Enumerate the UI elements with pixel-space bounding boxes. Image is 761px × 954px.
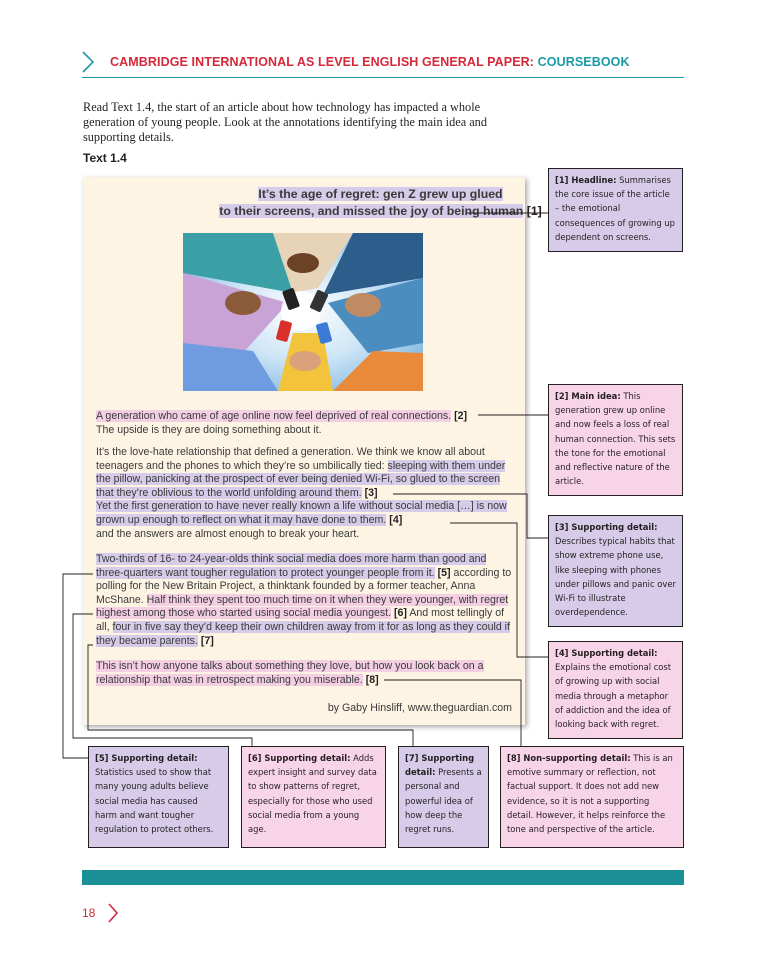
annotation-text: Adds expert insight and survey data to show patterns of regret, especially for those who used social media from a young age. — [248, 753, 377, 835]
annotation-label: [6] Supporting detail: — [248, 753, 351, 763]
annotation-tag-1: [1] — [526, 204, 542, 218]
annotation-text: This generation grew up online and now feels a loss of real human connection. This sets the tone for the emotional and reflective nature of the article. — [555, 391, 676, 487]
paragraph-text: The upside is they are doing something about it. — [96, 423, 322, 436]
paragraph-text: And most tellingly of all, — [96, 607, 505, 633]
annotation-text: Presents a personal and powerful idea of how deep the regret runs. — [405, 767, 482, 835]
annotation-tag-2: [2] — [454, 410, 468, 422]
annotation-box-8 — [500, 746, 684, 848]
connector-7 — [88, 645, 413, 746]
connector-3 — [393, 494, 548, 538]
intro-instructions: Read Text 1.4, the start of an article about how technology has impacted a whole generation of young people. Look at the annotations identifying the main idea and supporting details. — [83, 100, 487, 144]
non-supporting-detail-8: This isn’t how anyone talks about something they love, but how you look back on a relationship that was in retrospect making you miserable. — [96, 660, 484, 686]
book-type-label: COURSEBOOK — [537, 55, 630, 69]
annotation-label: [5] Supporting detail: — [95, 753, 198, 763]
supporting-detail-4: Yet the first generation to have never really known a life without social media […] is now grown up enough to reflect on what it may have done to them. — [96, 500, 507, 526]
supporting-detail-3: sleeping with them under the pillow, panicking at the prospect of ever being denied Wi-Fi, so glued to the screen that they’re oblivious to the world unfolding around them. — [96, 459, 506, 499]
annotation-box-4 — [548, 641, 683, 739]
annotation-label: [7] Supporting detail: — [405, 753, 475, 778]
annotation-text: Describes typical habits that show extreme phone use, like sleeping with phones under pillows and panic over Wi-Fi to illustrate overdependence. — [555, 536, 676, 618]
text-label: Text 1.4 — [83, 151, 127, 165]
annotation-label: [4] Supporting detail: — [555, 648, 658, 658]
connector-4 — [450, 523, 548, 657]
annotation-label: [8] Non-supporting detail: — [507, 753, 631, 763]
annotation-text: Summarises the core issue of the article – the emotional consequences of growing up dependent on screens. — [555, 175, 675, 242]
paragraph-text: and the answers are almost enough to break your heart. — [96, 527, 360, 540]
paragraph-text: It’s the love-hate relationship that defined a generation. We think we know all about teenagers and the phones to which they’re so umbilically tied: — [96, 446, 485, 472]
annotation-tag-6: [6] — [394, 607, 407, 620]
annotation-tag-4: [4] — [389, 513, 403, 526]
annotation-box-6 — [241, 746, 386, 848]
annotation-tag-7: [7] — [200, 634, 214, 647]
annotation-label: [1] Headline: — [555, 175, 617, 185]
footer-bar — [82, 870, 684, 885]
chevron-right-icon — [106, 902, 120, 924]
supporting-detail-6: Half think they spent too much time on it when they were younger, with regret highest among those who started using social media youngest. — [96, 593, 509, 620]
annotation-text: This is an emotive summary or reflection, not factual support. It does not add new evidence, so it is not a supporting detail. However, it helps reinforce the tone and perspective of the article. — [507, 753, 673, 835]
main-idea-sentence: A generation who came of age online now feel deprived of real connections. — [96, 410, 452, 422]
annotation-tag-3: [3] — [364, 486, 378, 499]
annotation-text: Explains the emotional cost of growing up with social media through a metaphor of addiction and the idea of looking back with regret. — [555, 662, 672, 730]
annotation-label: [2] Main idea: — [555, 391, 621, 401]
annotation-tag-8: [8] — [365, 673, 379, 686]
annotation-text: Statistics used to show that many young adults believe social media has caused harm and want tougher regulation to protect others. — [95, 767, 214, 835]
headline-line-2: to their screens, and missed the joy of being human — [219, 204, 524, 218]
annotation-label: [3] Supporting detail: — [555, 522, 658, 532]
supporting-detail-5: Two-thirds of 16- to 24-year-olds think social media does more harm than good and three-quarters want tougher regulation to protect younger people from it. — [96, 553, 487, 579]
annotation-box-5 — [88, 746, 229, 848]
annotation-box-3 — [548, 515, 683, 627]
book-series-title: CAMBRIDGE INTERNATIONAL AS LEVEL ENGLISH GENERAL PAPER: — [110, 55, 535, 69]
connector-8 — [384, 680, 521, 746]
supporting-detail-7: four in five say they’d keep their own children away from it for as long as they could if they became parents. — [96, 620, 510, 647]
annotation-box-2 — [548, 384, 683, 496]
annotation-box-7 — [398, 746, 489, 848]
paragraph-text: according to polling for the New Britain Project, a thinktank founded by a former teacher, Anna McShane. — [96, 566, 512, 606]
page-number: 18 — [82, 906, 96, 920]
connector-6 — [73, 614, 252, 746]
annotation-tag-5: [5] — [437, 566, 451, 579]
headline-line-1: It’s the age of regret: gen Z grew up glued — [258, 187, 503, 201]
article-byline: by Gaby Hinsliff, www.theguardian.com — [327, 702, 512, 714]
annotation-box-1 — [548, 168, 683, 252]
